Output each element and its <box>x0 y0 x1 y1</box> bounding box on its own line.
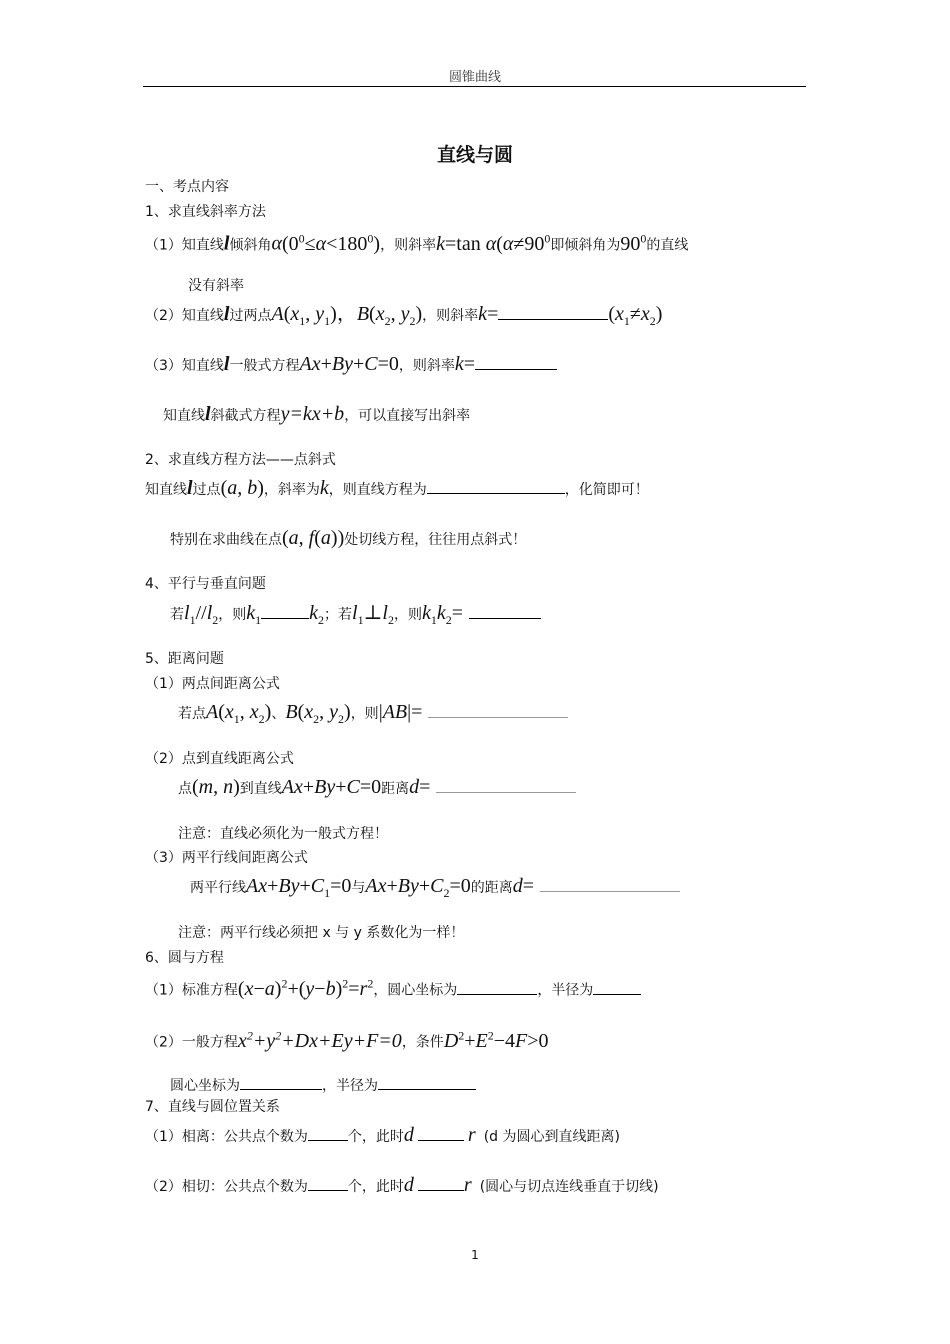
subsection-heading: （3）两平行线间距离公式 <box>145 850 308 866</box>
text-line: 圆心坐标为 ，半径为 <box>170 1075 476 1093</box>
section-heading: 5、距离问题 <box>145 651 224 667</box>
text-line: （2）知直线l过两点$A(x_1$, $y_1$)，$B(x_2$, $y_2$)，则斜率$k= (x_1\ne x_2)$ <box>145 303 663 328</box>
text-line: （2）一般方程$x^2+y^2+Dx+Ey+F=0$，条件$D^2+E^2-4F>0$ <box>145 1028 549 1052</box>
note-text: 注意：两平行线必须把 x 与 y 系数化为一样！ <box>178 925 465 941</box>
text-line: 若点$A(x_1$, $x_2$)、$B(x_2$, $y_2$)，则|AB|= <box>178 702 568 725</box>
note-text: 注意：直线必须化为一般式方程！ <box>178 826 388 842</box>
page-header: 圆锥曲线 <box>448 70 501 85</box>
text-line: 没有斜率 <box>188 278 244 294</box>
header-rule <box>143 86 806 87</box>
section-heading: 7、直线与圆位置关系 <box>145 1099 280 1115</box>
text-line: 知直线l过点(a, b)，斜率为k，则直线方程为 ，化简即可！ <box>145 477 649 499</box>
text-line: 知直线l斜截式方程y=kx+b，可以直接写出斜率 <box>163 403 471 425</box>
text-line: （1）知直线l倾斜角$\alpha(0^0\le\alpha<180^0)$，则斜率k=tan $\alpha(\alpha\ne 90^0$即倾斜角为$90^0$的直线 <box>145 231 689 255</box>
section-heading: 一、考点内容 <box>145 179 229 195</box>
section-heading: 6、圆与方程 <box>145 950 224 966</box>
text-line: （3）知直线l一般式方程Ax+By+C=0，则斜率k= <box>145 354 557 374</box>
document-title: 直线与圆 <box>436 144 513 166</box>
section-heading: 4、平行与垂直问题 <box>145 576 266 592</box>
page-number: 1 <box>471 1248 479 1262</box>
subsection-heading: （2）点到直线距离公式 <box>145 751 294 767</box>
text-line: 两平行线$Ax+By+C_1=0$与$Ax+By+C_2=0$的距离d= <box>190 876 680 899</box>
text-line: 特别在求曲线在点(a, f(a))处切线方程，往往用点斜式！ <box>170 527 527 549</box>
text-line: 若$l_1//l_2$，则$k_1$ $k_2$；若$l_1\perp l_2$，则$k_1k_2=$ <box>170 603 541 626</box>
text-line: （2）相切：公共点个数为 个，此时d r (圆心与切点连线垂直于切线) <box>145 1174 659 1196</box>
section-heading: 2、求直线方程方法——点斜式 <box>145 452 336 468</box>
section-heading: 1、求直线斜率方法 <box>145 204 266 220</box>
text-line: 点(m, n)到直线Ax+By+C=0距离d= <box>178 777 576 797</box>
subsection-heading: （1）两点间距离公式 <box>145 676 280 692</box>
text-line: （1）标准方程$(x-a)^2+(y-b)^2=r^2$，圆心坐标为 ，半径为 <box>145 977 641 999</box>
text-line: （1）相离：公共点个数为 个，此时d r (d 为圆心到直线距离) <box>145 1124 620 1146</box>
